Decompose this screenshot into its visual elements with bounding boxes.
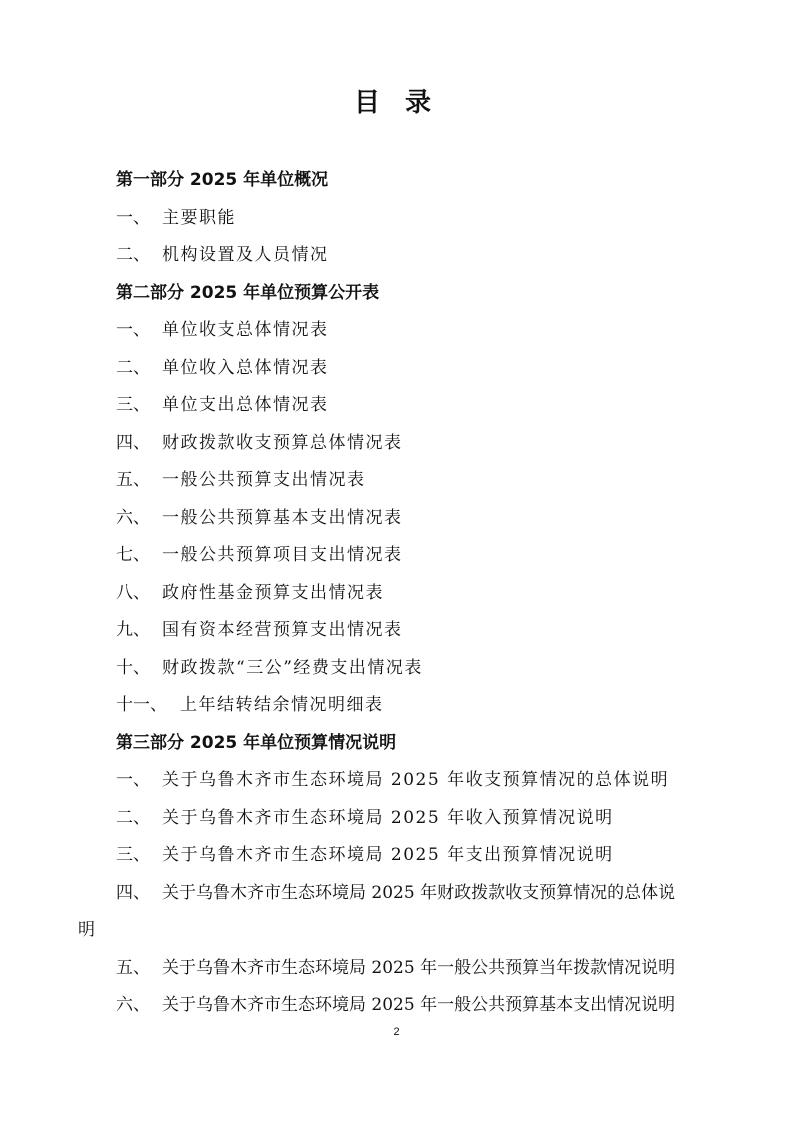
toc-item-text-continuation: 明 <box>78 920 95 940</box>
toc-item-text: 一般公共预算基本支出情况表 <box>162 507 403 528</box>
toc-item-text: 关于乌鲁木齐市生态环境局 2025 年一般公共预算基本支出情况说明 <box>162 995 676 1015</box>
toc-item-number: 二、 <box>116 807 150 828</box>
toc-item <box>116 356 329 380</box>
toc-item-number: 二、 <box>116 245 150 265</box>
toc-item <box>116 843 614 867</box>
toc-item-number: 十一、 <box>116 695 167 715</box>
toc-item <box>116 318 329 342</box>
toc-item-text: 单位收入总体情况表 <box>162 357 329 378</box>
toc-section-heading: 第二部分 2025 年单位预算公开表 <box>116 282 380 303</box>
toc-item-text: 关于乌鲁木齐市生态环境局 2025 年收入预算情况说明 <box>162 807 614 828</box>
toc-item-number: 八、 <box>116 582 150 603</box>
toc-item-text: 财政拨款收支预算总体情况表 <box>162 432 403 453</box>
toc-item-text: 财政拨款“三公”经费支出情况表 <box>162 657 423 678</box>
toc-item-number: 四、 <box>116 882 150 903</box>
toc-item <box>116 768 669 792</box>
toc-item-text: 主要职能 <box>162 207 236 228</box>
toc-item-number: 一、 <box>116 207 150 228</box>
toc-item <box>116 506 403 530</box>
toc-item-number: 九、 <box>116 620 150 640</box>
page-title: 目 录 <box>353 88 440 118</box>
toc-item-number: 六、 <box>116 507 150 528</box>
toc-item-number: 十、 <box>116 657 150 678</box>
toc-item-text: 单位收支总体情况表 <box>162 320 329 340</box>
toc-item <box>116 618 403 642</box>
toc-item-number: 六、 <box>116 995 150 1015</box>
toc-item-number: 七、 <box>116 545 150 565</box>
toc-item <box>116 956 675 980</box>
toc-item-number: 五、 <box>116 957 150 978</box>
toc-item-text: 上年结转结余情况明细表 <box>180 695 384 715</box>
toc-item-number: 三、 <box>116 395 150 415</box>
toc-item-text: 国有资本经营预算支出情况表 <box>162 620 403 640</box>
toc-item-text: 机构设置及人员情况 <box>162 245 329 265</box>
toc-item <box>116 543 403 567</box>
toc-item <box>116 881 675 905</box>
toc-item <box>116 656 423 680</box>
toc-section-heading: 第一部分 2025 年单位概况 <box>116 170 329 190</box>
toc-item <box>116 393 329 417</box>
toc-item-number: 二、 <box>116 357 150 378</box>
toc-item <box>116 581 384 605</box>
toc-item-text: 一般公共预算支出情况表 <box>162 470 366 490</box>
toc-item-text: 政府性基金预算支出情况表 <box>162 582 384 603</box>
toc-item <box>116 431 403 455</box>
toc-item-number: 四、 <box>116 432 150 453</box>
toc-item <box>116 206 236 230</box>
toc-item-number: 一、 <box>116 770 150 790</box>
toc-item <box>116 468 366 492</box>
toc-item-number: 五、 <box>116 470 150 490</box>
toc-item-number: 三、 <box>116 845 150 865</box>
toc-item <box>116 993 675 1017</box>
toc-item-text: 关于乌鲁木齐市生态环境局 2025 年一般公共预算当年拨款情况说明 <box>162 957 676 978</box>
toc-item-text: 关于乌鲁木齐市生态环境局 2025 年财政拨款收支预算情况的总体说 <box>162 882 676 903</box>
toc-item <box>116 693 384 717</box>
toc-section-heading: 第三部分 2025 年单位预算情况说明 <box>116 732 397 753</box>
page-number: 2 <box>393 1026 400 1038</box>
toc-item <box>116 243 329 267</box>
toc-item <box>116 806 614 830</box>
toc-item-text: 关于乌鲁木齐市生态环境局 2025 年收支预算情况的总体说明 <box>162 770 670 790</box>
toc-item-text: 一般公共预算项目支出情况表 <box>162 545 403 565</box>
toc-item-text: 关于乌鲁木齐市生态环境局 2025 年支出预算情况说明 <box>162 845 614 865</box>
toc-item-number: 一、 <box>116 320 150 340</box>
toc-item-text: 单位支出总体情况表 <box>162 395 329 415</box>
